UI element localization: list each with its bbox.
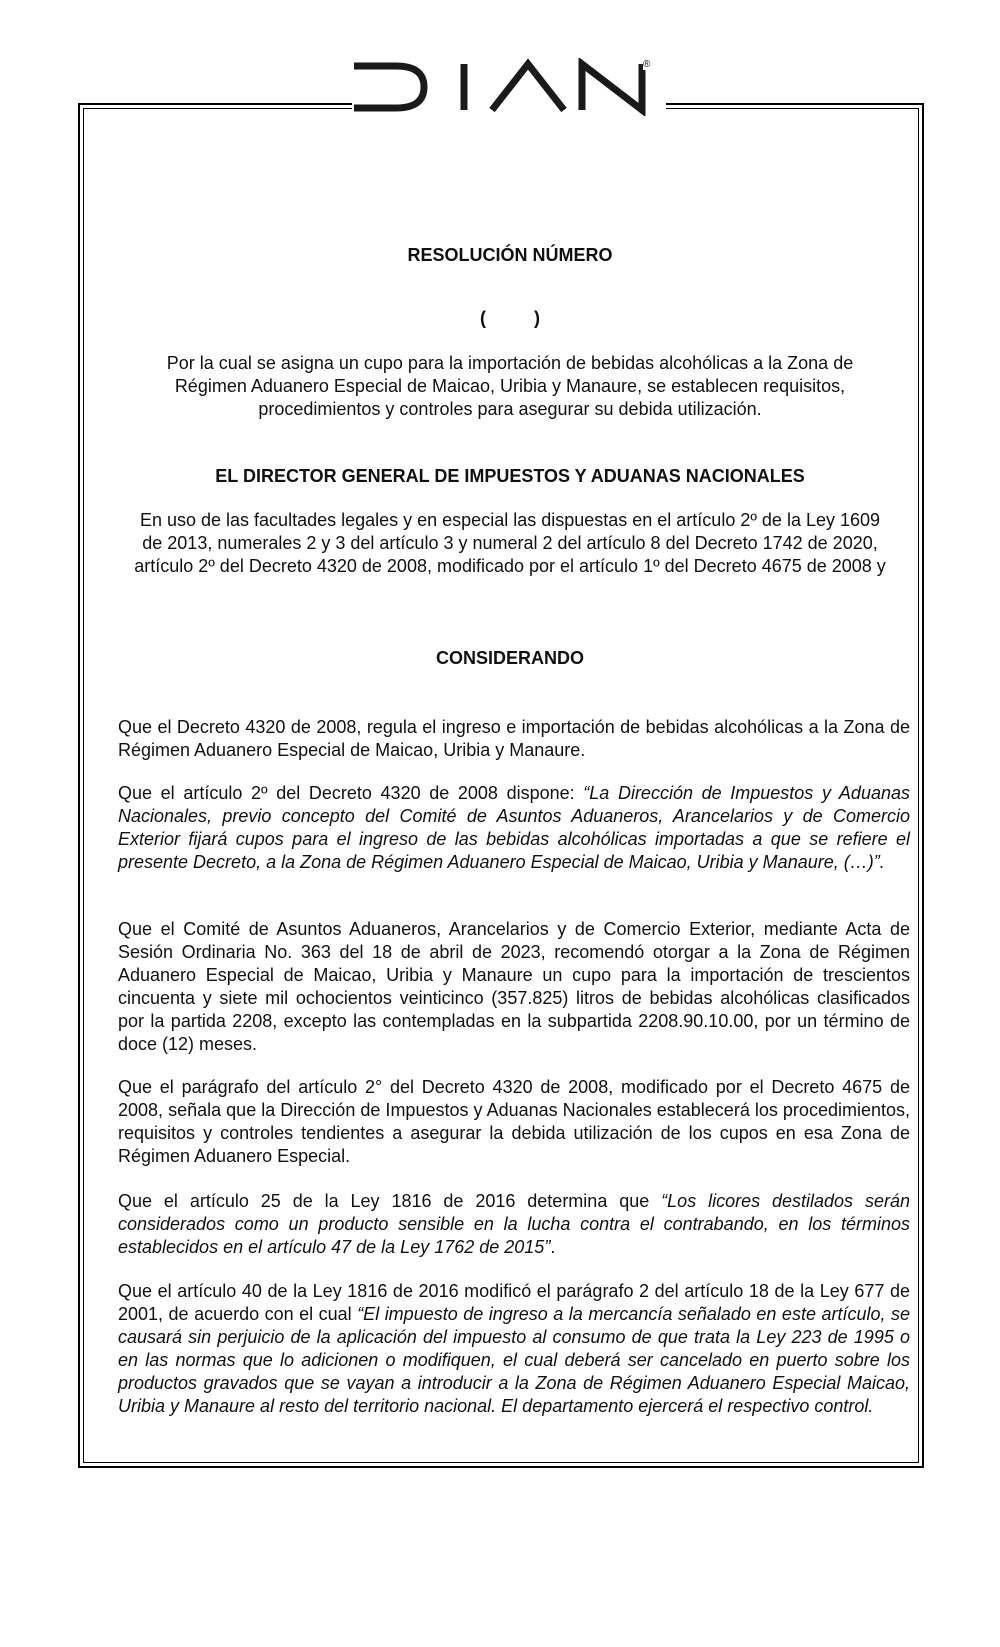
considerando-paragraph-5 (118, 1190, 910, 1259)
considerando-paragraph-4: Que el parágrafo del artículo 2° del Decreto 4320 de 2008, modificado por el Decreto 4675 de 2008, señala que la Dirección de Impuestos y Aduanas Nacionales establecerá los procedimientos, requisitos y controles tendientes a asegurar la debida utilización de los cupos en esa Zona de Régimen Aduanero Especial. (118, 1077, 910, 1166)
dian-logo (352, 58, 666, 116)
number-open-paren: ( (480, 308, 486, 328)
paragraph-2-quote: “La Dirección de Impuestos y Aduanas Nacionales, previo concepto del Comité de Asuntos Aduaneros, Arancelarios y de Comercio Exterior fijará cupos para el ingreso de las bebidas alcohólicas importadas a que se refiere el presente Decreto, a la Zona de Régimen Aduanero Especial de Maicao, Uribia y Manaure, (…)”. (118, 783, 910, 872)
paragraph-5-end: . (550, 1237, 556, 1257)
resolution-title: RESOLUCIÓN NÚMERO (407, 245, 613, 265)
paragraph-5-quote: “Los licores destilados serán considerados como un producto sensible en la lucha contra el contrabando, en los términos establecidos en el artículo 47 de la Ley 1762 de 2015” (118, 1191, 910, 1257)
considerando-paragraph-2 (118, 782, 910, 874)
paragraph-5-lead: Que el artículo 25 de la Ley 1816 de 2016 determina que (118, 1191, 662, 1211)
authority-powers: En uso de las facultades legales y en especial las dispuestas en el artículo 2º de la Ley 1609 de 2013, numerales 2 y 3 del artículo 3 y numeral 2 del artículo 8 del Decreto 1742 de 2020, artículo 2º del Decreto 4320 de 2008, modificado por el artículo 1º del Decreto 4675 de 2008 y (134, 510, 886, 576)
resolution-subtitle: Por la cual se asigna un cupo para la importación de bebidas alcohólicas a la Zona de Régimen Aduanero Especial de Maicao, Uribia y Manaure, se establecen requisitos, procedimientos y controles para asegurar su debida utilización. (166, 353, 854, 419)
considerando-title: CONSIDERANDO (435, 648, 584, 668)
considerando-paragraph-3: Que el Comité de Asuntos Aduaneros, Arancelarios y de Comercio Exterior, mediante Acta de Sesión Ordinaria No. 363 del 18 de abril de 2023, recomendó otorgar a la Zona de Régimen Aduanero Especial de Maicao, Uribia y Manaure un cupo para la importación de trescientos cincuenta y siete mil ochocientos veinticinco (357.825) litros de bebidas alcohólicas clasificados por la partida 2208, excepto las contempladas en la subpartida 2208.90.10.00, por un término de doce (12) meses. (118, 919, 910, 1054)
considerando-paragraph-6 (118, 1280, 910, 1418)
resolution-number (130, 308, 890, 329)
number-close-paren: ) (534, 308, 540, 328)
paragraph-6-lead: Que el artículo 40 de la Ley 1816 de 2016 modificó el parágrafo 2 del artículo 18 de la Ley 677 de 2001, de acuerdo con el cual (118, 1281, 910, 1324)
registered-mark: ® (643, 59, 651, 70)
considerando-paragraph-1: Que el Decreto 4320 de 2008, regula el ingreso e importación de bebidas alcohólicas a la Zona de Régimen Aduanero Especial de Maicao, Uribia y Manaure. (118, 717, 910, 760)
authority-title: EL DIRECTOR GENERAL DE IMPUESTOS Y ADUANAS NACIONALES (215, 466, 805, 486)
paragraph-6-quote: “El impuesto de ingreso a la mercancía señalado en este artículo, se causará sin perjuicio de la aplicación del impuesto al consumo de que trata la Ley 223 de 1995 o en las normas que lo adicionen o modifiquen, el cual deberá ser cancelado en puerto sobre los productos gravados que se vayan a introducir a la Zona de Régimen Aduanero Especial Maicao, Uribia y Manaure al resto del territorio nacional. El departamento ejercerá el respectivo control. (118, 1304, 911, 1416)
paragraph-2-lead: Que el artículo 2º del Decreto 4320 de 2008 dispone: (118, 783, 584, 803)
